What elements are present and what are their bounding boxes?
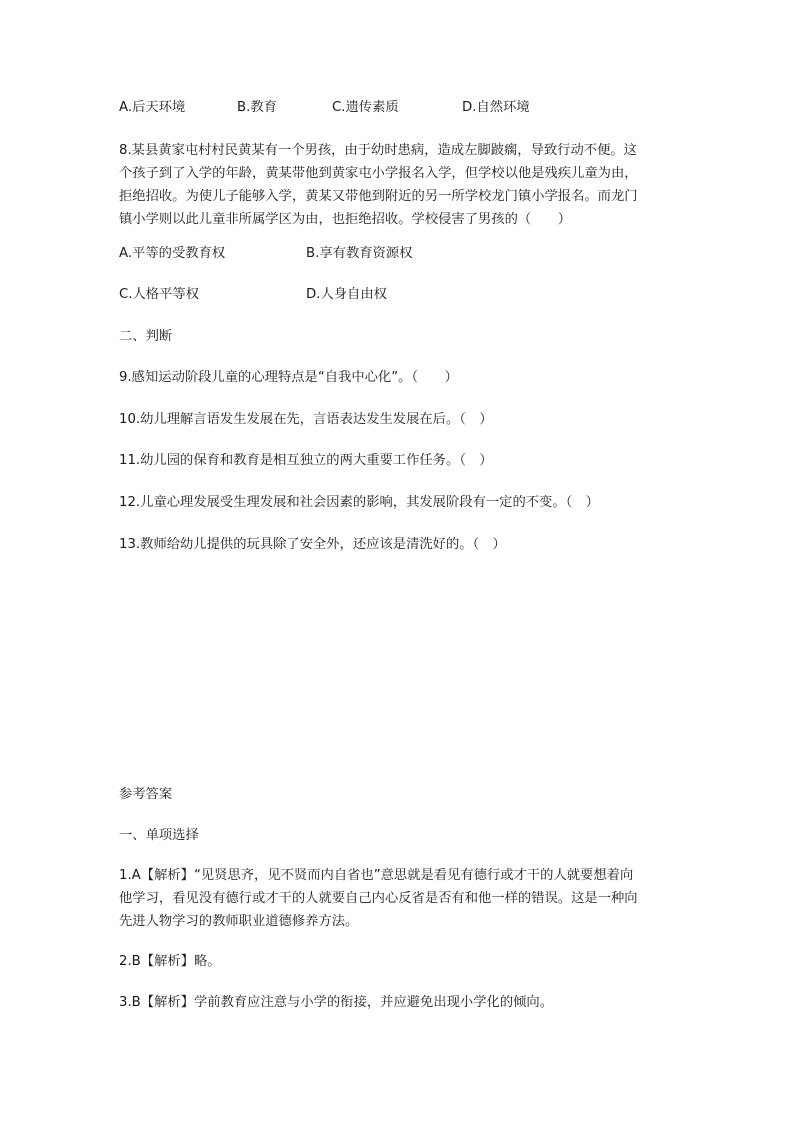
q7-option-d: D.自然环境 bbox=[462, 100, 530, 115]
section-title-judge: 二、判断 bbox=[119, 329, 173, 344]
q8-option-d: D.人身自由权 bbox=[306, 287, 387, 302]
q7-option-b: B.教育 bbox=[237, 100, 277, 115]
q8-options-row-2 bbox=[119, 283, 679, 306]
q8-line-4: 镇小学则以此儿童非所属学区为由，也拒绝招收。学校侵害了男孩的（ ） bbox=[119, 212, 572, 227]
answer-3: 3.B【解析】学前教育应注意与小学的衔接，并应避免出现小学化的倾向。 bbox=[119, 995, 554, 1010]
judge-item-11: 11.幼儿园的保育和教育是相互独立的两大重要工作任务。（ ） bbox=[119, 453, 493, 468]
q7-option-a: A.后天环境 bbox=[119, 100, 186, 115]
answer-2: 2.B【解析】略。 bbox=[119, 954, 221, 969]
answers-title: 参考答案 bbox=[119, 787, 173, 802]
answer-1-line-3: 先进人物学习的教师职业道德修养方法。 bbox=[119, 914, 359, 929]
q8-options-row-1 bbox=[119, 242, 679, 265]
q8-option-a: A.平等的受教育权 bbox=[119, 246, 226, 261]
judge-item-12: 12.儿童心理发展受生理发展和社会因素的影响，其发展阶段有一定的不变。（ ） bbox=[119, 495, 599, 510]
answers-section-1-title: 一、单项选择 bbox=[119, 828, 199, 843]
q8-line-1: 8.某县黄家屯村村民黄某有一个男孩，由于幼时患病，造成左脚跛瘸，导致行动不便。这 bbox=[119, 143, 637, 158]
q8-option-b: B.享有教育资源权 bbox=[306, 246, 413, 261]
q8-line-3: 拒绝招收。为使儿子能够入学，黄某又带他到附近的另一所学校龙门镇小学报名。而龙门 bbox=[119, 189, 638, 204]
answer-1-line-1: 1.A【解析】“见贤思齐，见不贤而内自省也”意思就是看见有德行或才干的人就要想着向 bbox=[119, 868, 634, 883]
q8-line-2: 个孩子到了入学的年龄，黄某带他到黄家屯小学报名入学，但学校以他是残疾儿童为由， bbox=[119, 166, 638, 181]
judge-item-9: 9.感知运动阶段儿童的心理特点是“自我中心化”。（ ） bbox=[119, 370, 458, 385]
answer-1 bbox=[119, 864, 679, 933]
judge-item-13: 13.教师给幼儿提供的玩具除了安全外，还应该是清洗好的。（ ） bbox=[119, 537, 506, 552]
answer-1-line-2: 他学习，看见没有德行或才干的人就要自己内心反省是否有和他一样的错误。这是一种向 bbox=[119, 891, 638, 906]
q8-stem bbox=[119, 139, 679, 231]
q8-option-c: C.人格平等权 bbox=[119, 287, 199, 302]
q7-option-c: C.遗传素质 bbox=[332, 100, 399, 115]
judge-item-10: 10.幼儿理解言语发生发展在先，言语表达发生发展在后。（ ） bbox=[119, 412, 493, 427]
q7-options bbox=[119, 96, 679, 119]
